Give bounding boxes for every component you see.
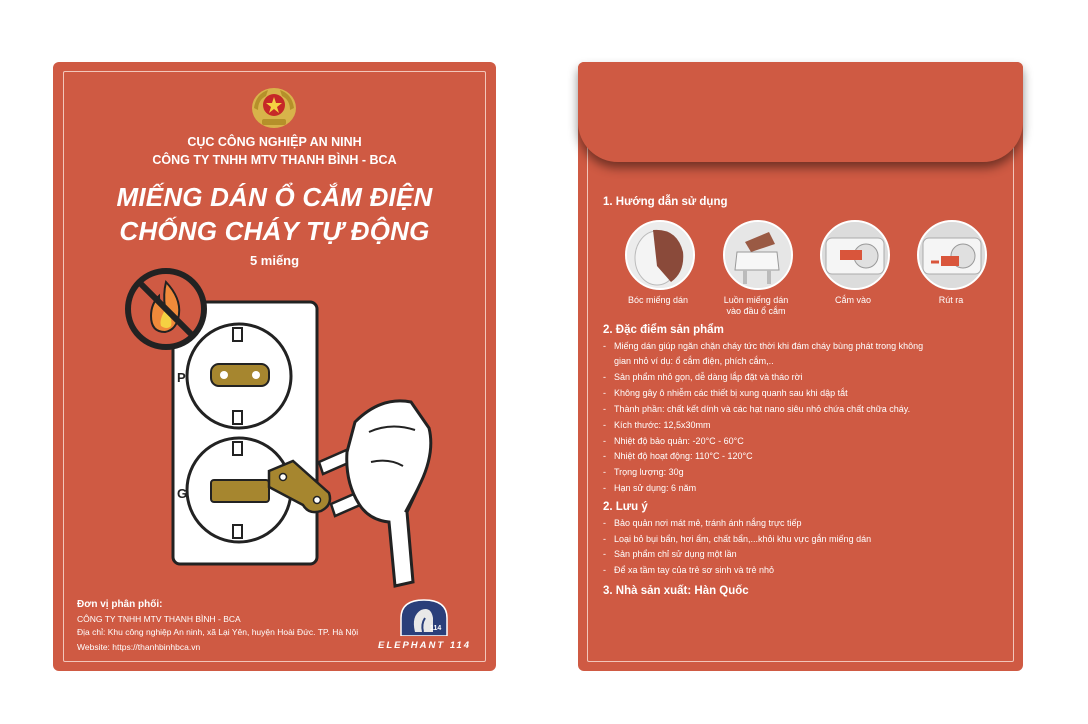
plug-illustration <box>311 392 441 588</box>
elephant-logo-icon <box>397 596 451 636</box>
distributor-website: Website: https://thanhbinhbca.vn <box>77 642 201 652</box>
distributor-address: Địa chỉ: Khu công nghiệp An ninh, xã Lại Yên, huyện Hoài Đức. TP. Hà Nội <box>77 627 359 637</box>
piece-count: 5 miếng <box>249 253 300 268</box>
distributor-heading: Đơn vị phân phối: <box>77 599 163 610</box>
feature-item: - Trọng lượng: 30g <box>603 467 684 477</box>
section-notes-heading: 2. Lưu ý <box>603 501 648 513</box>
org-line-2: CÔNG TY TNHH MTV THANH BÌNH - BCA <box>152 153 397 167</box>
feature-item: - Nhiệt độ bảo quản: -20°C - 60°C <box>603 436 744 446</box>
feature-item: - Miếng dán giúp ngăn chặn cháy tức thời khi đám cháy bùng phát trong không <box>603 341 924 351</box>
product-title-line-2: CHỐNG CHÁY TỰ ĐỘNG <box>119 216 430 246</box>
step-caption-4: Rút ra <box>938 295 964 305</box>
note-item: - Để xa tầm tay của trẻ sơ sinh và trẻ nhỏ <box>603 565 774 575</box>
step-peel-image <box>625 220 695 290</box>
step-plug-in-image <box>820 220 890 290</box>
feature-item: - Nhiệt độ hoạt động: 110°C - 120°C <box>603 451 753 461</box>
badge-number: 114 <box>430 625 442 632</box>
section-manufacturer: 3. Nhà sản xuất: Hàn Quốc <box>603 585 749 597</box>
socket-label-p: P <box>177 370 186 385</box>
step-caption-3: Cắm vào <box>834 295 871 305</box>
step-pull-out-image <box>917 220 987 290</box>
police-emblem-icon <box>250 86 298 130</box>
step-insert-image <box>723 220 793 290</box>
feature-item: gian nhỏ ví dụ: ổ cắm điện, phích cắm,.. <box>614 356 774 366</box>
front-package <box>53 62 496 671</box>
no-fire-icon <box>123 266 209 352</box>
distributor-name: CÔNG TY TNHH MTV THANH BÌNH - BCA <box>77 614 241 624</box>
brand-name: ELEPHANT 114 <box>378 640 471 651</box>
note-item: - Loại bỏ bụi bẩn, hơi ẩm, chất bẩn,...khỏi khu vực gắn miếng dán <box>603 534 872 544</box>
step-caption-1: Bóc miếng dán <box>627 295 689 305</box>
socket-label-g: G <box>177 486 188 501</box>
feature-item: - Thành phần: chất kết dính và các hạt nano siêu nhỏ chứa chất chữa cháy. <box>603 404 911 414</box>
feature-item: - Kích thước: 12,5x30mm <box>603 420 711 430</box>
org-line-1: CỤC CÔNG NGHIỆP AN NINH <box>187 135 362 149</box>
feature-item: - Sản phẩm nhỏ gọn, dễ dàng lắp đặt và tháo rời <box>603 372 803 382</box>
note-item: - Sản phẩm chỉ sử dụng một lần <box>603 549 737 559</box>
back-package <box>578 62 1023 671</box>
step-caption-2: Luồn miếng dán vào đầu ổ cắm <box>723 295 789 316</box>
section-usage-heading: 1. Hướng dẫn sử dụng <box>603 196 728 208</box>
product-title-line-1: MIẾNG DÁN Ổ CẮM ĐIỆN <box>116 182 433 212</box>
feature-item: - Hạn sử dụng: 6 năm <box>603 483 697 493</box>
envelope-flap <box>578 62 1023 162</box>
note-item: - Bảo quản nơi mát mẻ, tránh ánh nắng trực tiếp <box>603 518 802 528</box>
feature-item: - Không gây ô nhiễm các thiết bị xung quanh sau khi dập tắt <box>603 388 848 398</box>
section-features-heading: 2. Đặc điểm sản phẩm <box>603 324 724 336</box>
